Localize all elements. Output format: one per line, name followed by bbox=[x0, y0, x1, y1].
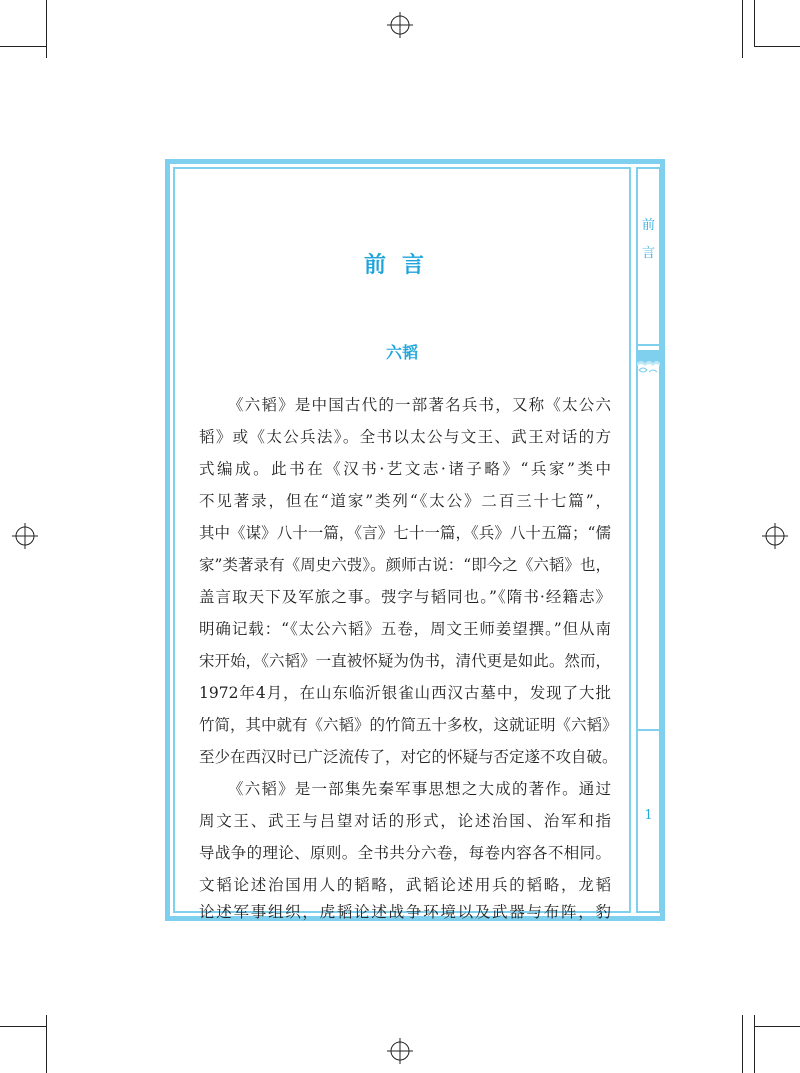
side-label-char: 前 bbox=[641, 218, 655, 233]
page-number: 1 bbox=[644, 808, 653, 823]
registration-mark bbox=[387, 1038, 413, 1064]
text-line: 家”类著录有《周史六弢》。颜师古说：“即今之《六韬》也， bbox=[199, 556, 611, 574]
registration-mark bbox=[387, 12, 413, 38]
text-line: 不见著录，但在“道家”类列“《太公》二百三十七篇”， bbox=[199, 492, 611, 510]
text-line: 至少在西汉时已广泛流传了，对它的怀疑与否定遂不攻自破。 bbox=[199, 748, 618, 766]
cloud-ornament bbox=[637, 350, 660, 378]
page-title: 前言 bbox=[363, 253, 440, 278]
text-line: 《六韬》是一部集先秦军事思想之大成的著作。通过 bbox=[228, 780, 611, 798]
text-line bbox=[199, 901, 611, 911]
text-line: 盖言取天下及军旅之事。弢字与韬同也。”《隋书·经籍志》 bbox=[199, 588, 611, 606]
text-line: 1972年4月，在山东临沂银雀山西汉古墓中，发现了大批 bbox=[199, 684, 611, 702]
text-line: 其中《谋》八十一篇，《言》七十一篇，《兵》八十五篇；“儒 bbox=[199, 524, 611, 542]
text-line: 明确记载：“《太公六韬》五卷，周文王师姜望撰。”但从南 bbox=[199, 620, 611, 638]
text-line: 导战争的理论、原则。全书共分六卷，每卷内容各不相同。 bbox=[199, 844, 611, 862]
registration-mark bbox=[12, 523, 38, 549]
text-line: 文韬论述治国用人的韬略，武韬论述用兵的韬略，龙韬 bbox=[199, 876, 611, 894]
text-line: 式编成。此书在《汉书·艺文志·诸子略》“兵家”类中 bbox=[199, 460, 611, 478]
side-divider bbox=[636, 344, 661, 346]
text-line: 《六韬》是中国古代的一部著名兵书，又称《太公六 bbox=[228, 396, 611, 414]
side-label-char: 言 bbox=[641, 246, 655, 261]
text-line: 竹简，其中就有《六韬》的竹简五十多枚，这就证明《六韬》 bbox=[199, 716, 618, 734]
side-divider bbox=[636, 729, 661, 731]
text-line: 韬》或《太公兵法》。全书以太公与文王、武王对话的方 bbox=[199, 428, 611, 446]
registration-mark bbox=[762, 523, 788, 549]
text-line: 周文王、武王与吕望对话的形式，论述治国、治军和指 bbox=[199, 812, 611, 830]
section-title: 六韬 bbox=[385, 343, 418, 362]
text-line: 宋开始，《六韬》一直被怀疑为伪书，清代更是如此。然而， bbox=[199, 652, 611, 670]
